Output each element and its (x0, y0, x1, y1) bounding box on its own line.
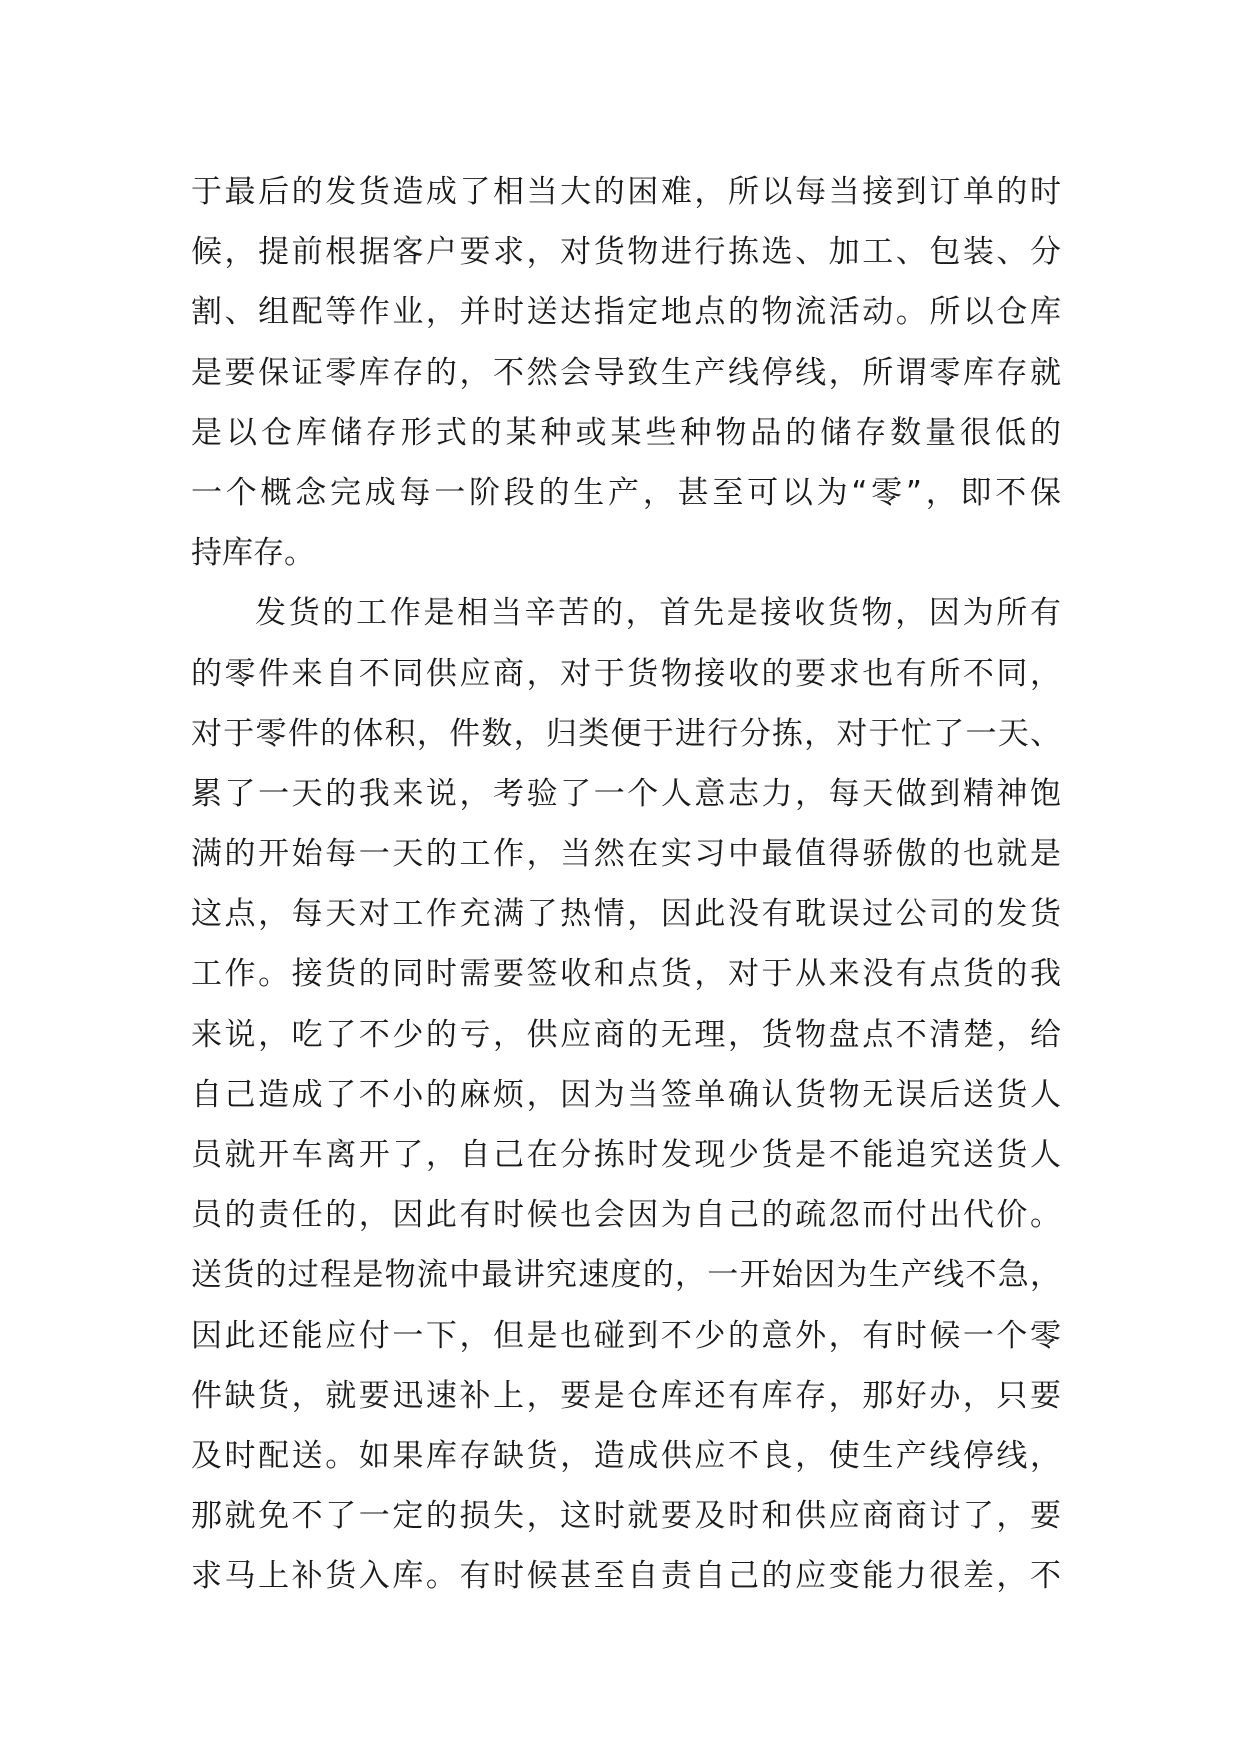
text-line: 发货的工作是相当辛苦的，首先是接收货物，因为所有 (255, 595, 1061, 632)
text-line: 那就免不了一定的损失，这时就要及时和供应商商讨了，要 (191, 1498, 1061, 1535)
text-line: 于最后的发货造成了相当大的困难，所以每当接到订单的时 (191, 174, 1061, 210)
body-text (191, 162, 1061, 1607)
text-line: 件缺货，就要迅速补上，要是仓库还有库存，那好办，只要 (191, 1377, 1061, 1414)
text-line: 因此还能应付一下，但是也碰到不少的意外，有时候一个零 (191, 1317, 1061, 1354)
text-line: 满的开始每一天的工作，当然在实习中最值得骄傲的也就是 (191, 836, 1061, 873)
text-line: 及时配送。如果库存缺货，造成供应不良，使生产线停线， (191, 1437, 1061, 1474)
text-line: 员的责任的，因此有时候也会因为自己的疏忽而付出代价。 (191, 1197, 1061, 1234)
text-line: 对于零件的体积，件数，归类便于进行分拣，对于忙了一天、 (191, 715, 1061, 752)
text-line: 割、组配等作业，并时送达指定地点的物流活动。所以仓库 (191, 294, 1061, 331)
text-line: 来说，吃了不少的亏，供应商的无理，货物盘点不清楚，给 (191, 1016, 1061, 1053)
text-line: 员就开车离开了，自己在分拣时发现少货是不能追究送货人 (191, 1137, 1061, 1173)
text-line: 送货的过程是物流中最讲究速度的，一开始因为生产线不急， (191, 1257, 1061, 1294)
text-line: 这点，每天对工作充满了热情，因此没有耽误过公司的发货 (191, 896, 1061, 933)
text-line: 候，提前根据客户要求，对货物进行拣选、加工、包装、分 (191, 234, 1061, 271)
text-line: 求马上补货入库。有时候甚至自责自己的应变能力很差，不 (191, 1558, 1061, 1595)
text-line: 累了一天的我来说，考验了一个人意志力，每天做到精神饱 (191, 775, 1061, 812)
paragraph-2 (191, 583, 1061, 1606)
text-line: 是要保证零库存的，不然会导致生产线停线，所谓零库存就 (191, 354, 1061, 391)
text-line: 持库存。 (191, 535, 315, 572)
paragraph-1 (191, 162, 1061, 583)
text-line: 一个概念完成每一阶段的生产，甚至可以为“零”，即不保 (191, 474, 1061, 511)
text-line: 的零件来自不同供应商，对于货物接收的要求也有所不同， (191, 655, 1061, 692)
text-line: 自己造成了不小的麻烦，因为当签单确认货物无误后送货人 (191, 1076, 1061, 1113)
text-line: 工作。接货的同时需要签收和点货，对于从来没有点货的我 (191, 956, 1061, 993)
text-line: 是以仓库储存形式的某种或某些种物品的储存数量很低的 (191, 414, 1061, 451)
